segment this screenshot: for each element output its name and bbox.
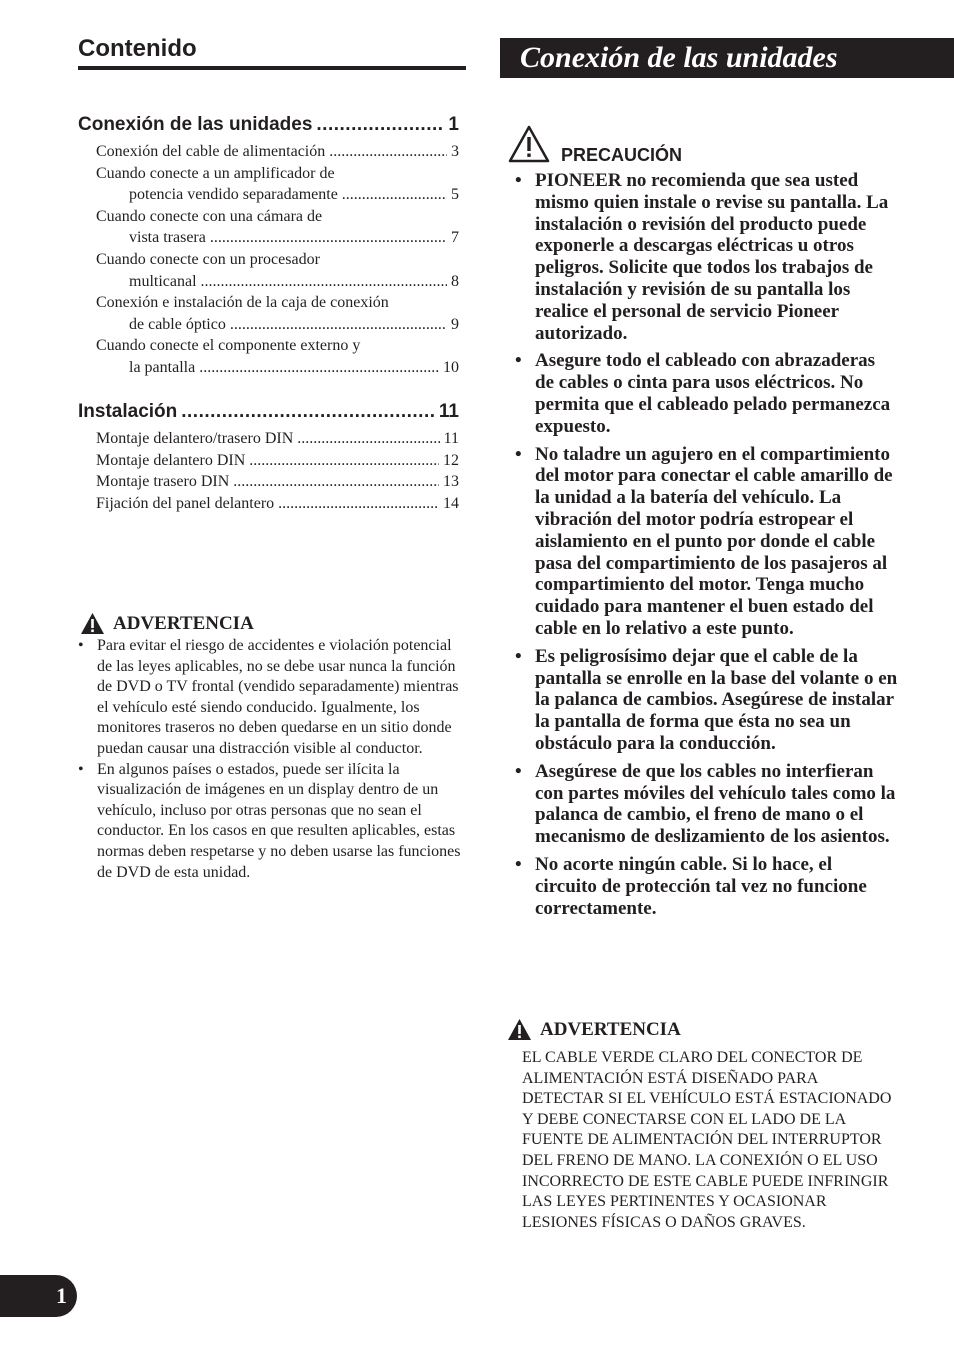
toc-entry[interactable]: Cuando conecte con un procesador multicanal ..... 8 (78, 249, 459, 292)
caution-label: PRECAUCIÓN (561, 145, 683, 165)
right-warning-text: EL CABLE VERDE CLARO DEL CONECTOR DE ALIMENTACIÓN ESTÁ DISEÑADO PARA DETECTAR SI EL VEHÍCULO ESTÁ ESTACIONADO Y DEBE CONECTARSE CON EL LADO DE LA FUENTE DE ALIMENTACIÓN DEL INTERRUPTOR DEL FRENO DE MANO. LA CONEXIÓN O EL USO INCORRECTO DE ESTE CABLE PUEDE INFRINGIR LAS LEYES PERTINENTES Y OCASIONAR LESIONES FÍSICAS O DAÑOS GRAVES. (522, 1049, 892, 1231)
toc-section-page: 1 (448, 114, 459, 135)
toc-entry[interactable]: Cuando conecte el componente externo y la pantalla ..... 10 (78, 335, 459, 378)
list-item: • No acorte ningún cable. Si lo hace, el circuito de protección tal vez no funcione correctamente. (513, 854, 898, 919)
list-item: • Asegure todo el cableado con abrazaderas de cables o cinta para usos eléctricos. No permita que el cableado pelado permanezca expuesto. (513, 350, 898, 437)
list-item: • Es peligrosísimo dejar que el cable de la pantalla se enrolle en la base del volante o en la palanca de cambios. Asegúrese de instalar la pantalla de forma que ésta no sea un obstáculo para la conducción. (513, 646, 898, 755)
list-item: • En algunos países o estados, puede ser ilícita la visualización de imágenes en un display dentro de un vehículo, incluso por otras personas que no sean el conductor. En los casos en que resulten aplicables, estas normas deben respetarse y no deben usarse las funciones de DVD de esta unidad. (78, 760, 468, 884)
toc-title: Contenido (78, 32, 466, 70)
warning-triangle-icon (80, 612, 105, 635)
list-item: • PIONEER no recomienda que sea usted mismo quien instale o revise su pantalla. La instalación o revisión del producto puede exponerle a descargas eléctricas u otros peligros. Solicite que todos los trabajos de instalación y revisión de su pantalla los realice el personal de servicio Pioneer autorizado. (513, 170, 898, 344)
left-warning-list (78, 636, 468, 883)
toc-section-heading[interactable] (78, 399, 459, 425)
list-item: • Asegúrese de que los cables no interfieran con partes móviles del vehículo tales como la palanca de cambio, el freno de mano o el mecanismo de deslizamiento de los asientos. (513, 761, 898, 848)
toc-section-installation (78, 399, 459, 514)
right-warning-label: ADVERTENCIA (540, 1018, 681, 1040)
list-item: • Para evitar el riesgo de accidentes e violación potencial de las leyes aplicables, no se debe usar nunca la función de DVD o TV frontal (vendido separadamente) mientras el vehículo esté siendo conducido. Igualmente, los monitores traseros no deben quedarse en un sitio donde puedan causar una distracción visible al conductor. (78, 636, 468, 760)
toc-entry[interactable]: Montaje delantero/trasero DIN ..... 11 (78, 428, 459, 450)
toc-section-label: Conexión de las unidades (78, 114, 313, 135)
page-number: 1 (0, 1275, 77, 1317)
toc-entry[interactable]: Conexión del cable de alimentación ..... 3 (78, 141, 459, 163)
caution-triangle-icon (507, 124, 551, 164)
toc-entry[interactable]: Cuando conecte con una cámara de vista trasera ..... 7 (78, 206, 459, 249)
toc-entry[interactable]: Cuando conecte a un amplificador de potencia vendido separadamente ..... 5 (78, 163, 459, 206)
page-title: Conexión de las unidades (500, 38, 954, 78)
toc-section-heading[interactable] (78, 112, 459, 138)
list-item: • No taladre un agujero en el compartimiento del motor para conectar el cable amarillo de la unidad a la batería del vehículo. La vibración del motor podría estropear el aislamiento en el punto por donde el cable pasa del compartimiento de los pasajeros al compartimiento del motor. Tenga mucho cuidado para mantener el buen estado del cable en lo relativo a este punto. (513, 444, 898, 640)
toc-entry[interactable]: Fijación del panel delantero ..... 14 (78, 493, 459, 515)
left-warning-label: ADVERTENCIA (113, 612, 254, 634)
left-warning-heading (80, 612, 254, 635)
toc-entry[interactable]: Conexión e instalación de la caja de conexión de cable óptico ..... 9 (78, 292, 459, 335)
caution-list (513, 170, 898, 925)
right-warning-heading (507, 1018, 681, 1041)
toc-section-label: Instalación (78, 401, 178, 422)
toc-section-page: 11 (438, 401, 459, 422)
toc-entry[interactable]: Montaje delantero DIN ..... 12 (78, 450, 459, 472)
toc-entry[interactable]: Montaje trasero DIN ..... 13 (78, 471, 459, 493)
warning-triangle-icon (507, 1018, 532, 1041)
toc-section-connection (78, 112, 459, 379)
